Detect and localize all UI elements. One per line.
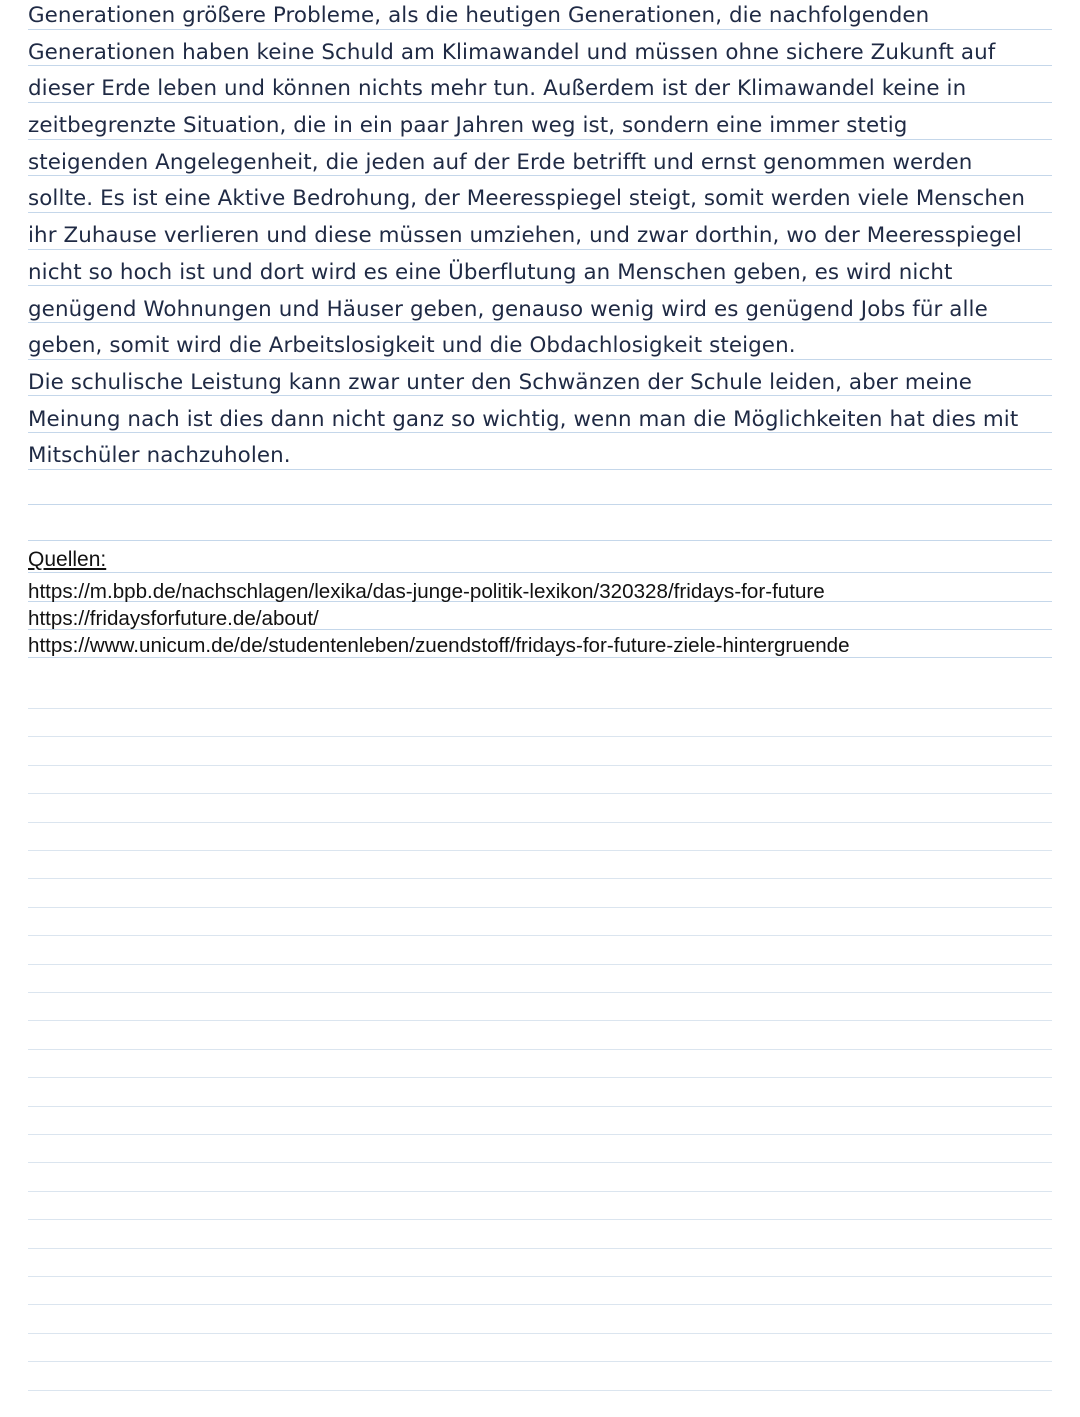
essay-line: genügend Wohnungen und Häuser geben, genauso wenig wird es genügend Jobs für alle [28,297,988,322]
essay-line: geben, somit wird die Arbeitslosigkeit und die Obdachlosigkeit steigen. [28,333,796,358]
ruled-line [28,736,1052,737]
ruled-line [28,964,1052,965]
ruled-line [28,878,1052,879]
ruled-line [28,793,1052,794]
ruled-line [28,1106,1052,1107]
ruled-line [28,1049,1052,1050]
essay-line: Meinung nach ist dies dann nicht ganz so wichtig, wenn man die Möglichkeiten hat dies mit [28,407,1019,432]
essay-line: Die schulische Leistung kann zwar unter den Schwänzen der Schule leiden, aber meine [28,370,973,395]
source-link[interactable]: https://fridaysforfuture.de/about/ [28,607,319,630]
ruled-line [28,1248,1052,1249]
ruled-line [28,1304,1052,1305]
ruled-line [28,1191,1052,1192]
source-link[interactable]: https://m.bpb.de/nachschlagen/lexika/das-junge-politik-lexikon/320328/fridays-for-future [28,580,825,603]
ruled-line [28,1077,1052,1078]
sources-heading: Quellen: [28,548,107,571]
ruled-line [28,1390,1052,1391]
essay-line: steigenden Angelegenheit, die jeden auf der Erde betrifft und ernst genommen werden [28,150,973,175]
ruled-line [28,1020,1052,1021]
source-link[interactable]: https://www.unicum.de/de/studentenleben/zuendstoff/fridays-for-future-ziele-hintergruende [28,634,850,657]
ruled-line [28,822,1052,823]
ruled-line [28,935,1052,936]
ruled-line [28,907,1052,908]
ruled-line [28,540,1052,541]
essay-line: Generationen haben keine Schuld am Klimawandel und müssen ohne sichere Zukunft auf [28,40,996,65]
ruled-line [28,850,1052,851]
ruled-line [28,1134,1052,1135]
essay-line: Generationen größere Probleme, als die heutigen Generationen, die nachfolgenden [28,3,930,28]
ruled-line [28,1276,1052,1277]
essay-line: dieser Erde leben und können nichts mehr tun. Außerdem ist der Klimawandel keine in [28,76,967,101]
ruled-line [28,765,1052,766]
essay-line: sollte. Es ist eine Aktive Bedrohung, der Meeresspiegel steigt, somit werden viele Menschen [28,186,1025,211]
essay-line: Mitschüler nachzuholen. [28,443,291,468]
essay-line: zeitbegrenzte Situation, die in ein paar Jahren weg ist, sondern eine immer stetig [28,113,908,138]
ruled-line [28,1162,1052,1163]
essay-line: nicht so hoch ist und dort wird es eine Überflutung an Menschen geben, es wird nicht [28,260,953,285]
ruled-line [28,992,1052,993]
ruled-line [28,1333,1052,1334]
ruled-line [28,708,1052,709]
essay-line: ihr Zuhause verlieren und diese müssen umziehen, und zwar dorthin, wo der Meeresspiegel [28,223,1022,248]
ruled-line [28,1219,1052,1220]
ruled-line [28,1361,1052,1362]
ruled-line [28,572,1052,573]
ruled-line [28,504,1052,505]
